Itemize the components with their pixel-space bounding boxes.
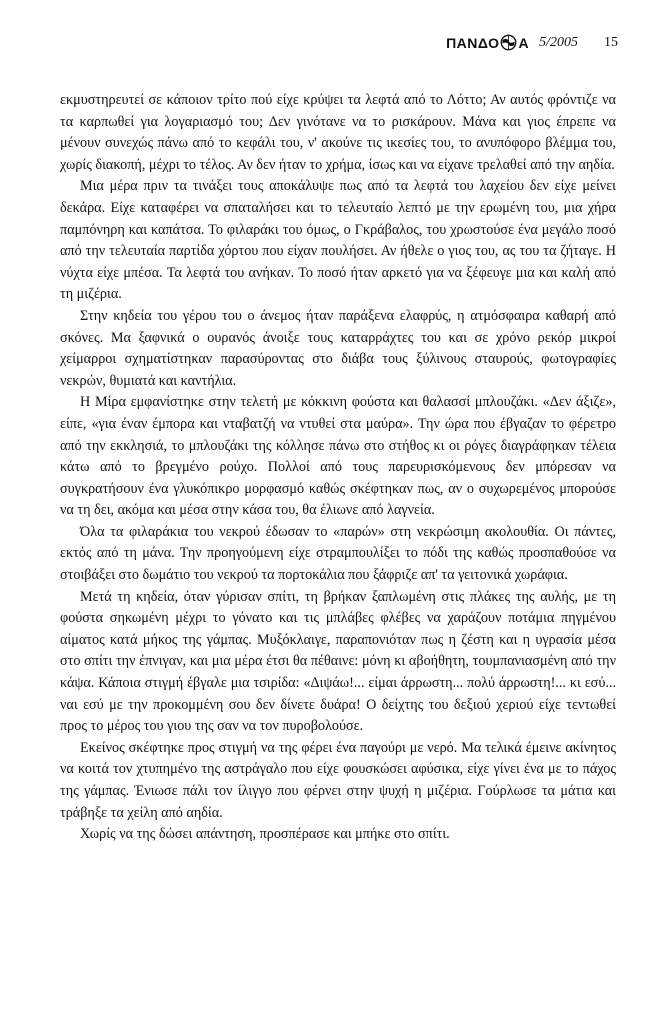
paragraph: εκμυστηρευτεί σε κάποιον τρίτο πού είχε κρύψει τα λεφτά από το Λόττο; Αν αυτός φρόντιζε να τα καρπωθεί για λογαριασμό του; Δεν γινότανε να το ρισκάρουν. Μάνα και γιος έπρεπε να μένουν συνεχώς πάνω από το κεφάλι του, ν' ακούνε τις ικεσίες του, το ανυπόφορο βλέμμα του, χωρίς διακοπή, μέχρι το τέλος. Αν δεν ήταν το χρήμα, ίσως και να είχανε τρελαθεί από την αηδία. xyxy=(60,92,616,173)
magazine-logo xyxy=(446,34,529,51)
paragraph: Εκείνος σκέφτηκε προς στιγμή να της φέρει ένα παγούρι με νερό. Μα τελικά έμεινε ακίνητος να κοιτά τον χτυπημένο της αστράγαλο που είχε φουσκώσει αφύσικα, είχε γίνει ένα με το πάχος της γάμπας. Ένιωσε πάλι τον ίλιγγο που φέρνει στην ψυχή η μιζέρια. Γούρλωσε τα μάτια και τράβηξε τα χείλη από αηδία. xyxy=(60,739,616,821)
paragraph: Μια μέρα πριν τα τινάξει τους αποκάλυψε πως από τα λεφτά του λαχείου δεν είχε μείνει δεκάρα. Είχε καταφέρει να σπαταλήσει και το τελευταίο λεπτό με την ερωμένη του, μια χήρα παμπόνηρη και καπάτσα. Το φιλαράκι του όμως, ο Γκράβαλος, του χρωστούσε ένα μεγάλο ποσό από την τελευταία παρτίδα χόρτου που είχαν πουλήσει. Αν ήθελε ο γιος του, ας του τα ζήταγε. Η νύχτα είχε μπέσα. Τα λεφτά του ανήκαν. Το ποσό ήταν αρκετό για να ξέφευγε μια και καλή από τη μιζέρια. xyxy=(60,178,616,303)
paragraph: Στην κηδεία του γέρου του ο άνεμος ήταν παράξενα ελαφρύς, η ατμόσφαιρα καθαρή από σκόνες. Μα ξαφνικά ο ουρανός άνοιξε τους καταρράχτες του και σε χρόνο ρεκόρ μικροί χείμαρροι σχηματίστηκαν παρασύροντας στο διάβα τους ξύλινους σταυρούς, φωτογραφίες νεκρών, θυμιατά και καντήλια. xyxy=(60,307,616,389)
paragraph: Η Μίρα εμφανίστηκε στην τελετή με κόκκινη φούστα και θαλασσί μπλουζάκι. «Δεν άξιζε», είπε, «για έναν έμπορα και νταβατζή να ντυθεί στα μαύρα». Την ώρα που έβγαζαν το φέρετρο από την εκκλησιά, το μπλουζάκι της κόλλησε πάνω στο στήθος κι οι ρόγες διαγράφηκαν τέλεια κάτω από το βρεγμένο ρούχο. Πολλοί από τους παρευρισκόμενους δεν μπόρεσαν να συγκρατήσουν ένα γλυκόπικρο μορφασμό καθώς σκέφτηκαν πως, αν ο συχωρεμένος μπορούσε να τη δει, ακόμα και μέσα στην κάσα του, θα έλιωνε από λαγνεία. xyxy=(60,394,616,519)
globe-logo-icon xyxy=(500,34,517,51)
page-number: 15 xyxy=(604,34,618,50)
logo-text-left: ΠΑΝΔΟ xyxy=(446,34,500,51)
running-header xyxy=(446,34,618,51)
logo-text-right: Α xyxy=(518,34,530,51)
issue-number: 5/2005 xyxy=(539,34,578,50)
paragraph: Χωρίς να της δώσει απάντηση, προσπέρασε και μπήκε στο σπίτι. xyxy=(80,826,450,843)
article-body xyxy=(60,90,616,846)
paragraph: Μετά τη κηδεία, όταν γύρισαν σπίτι, τη βρήκαν ξαπλωμένη στις πλάκες της αυλής, με τη φούστα σηκωμένη μέχρι το γόνατο και τις μπλάβες φλέβες να χαράζουν ποτάμια πηγμένου αίματος κατά μήκος της γάμπας. Μυξόκλαιγε, παραπονιόταν πως η ζέστη και η υγρασία μέσα στο σπίτι την έπνιγαν, και μια μέρα έτσι θα πέθαινε: μόνη κι αβοήθητη, τουμπανιασμένη από την κάψα. Κάποια στιγμή έβγαλε μια τσιρίδα: «Διψάω!... είμαι άρρωστη... πολύ άρρωστη!... κι εσύ... ναι εσύ με την προκομμένη σου δεν δίνετε δυάρα! Ο δείχτης του δεξιού χεριού είχε τεντωθεί προς το μέρος του γιου της σαν να τον πυροβολούσε. xyxy=(60,588,616,735)
paragraph: Όλα τα φιλαράκια του νεκρού έδωσαν το «παρών» στη νεκρώσιμη ακολουθία. Οι πάντες, εκτός από τη μάνα. Την προηγούμενη είχε στραμπουλίξει το πόδι της καθώς προσπαθούσε να στοιβάξει στο δωμάτιο του νεκρού τα πορτοκάλια που ξάφριζε απ' τα γειτονικά χωράφια. xyxy=(60,523,616,584)
